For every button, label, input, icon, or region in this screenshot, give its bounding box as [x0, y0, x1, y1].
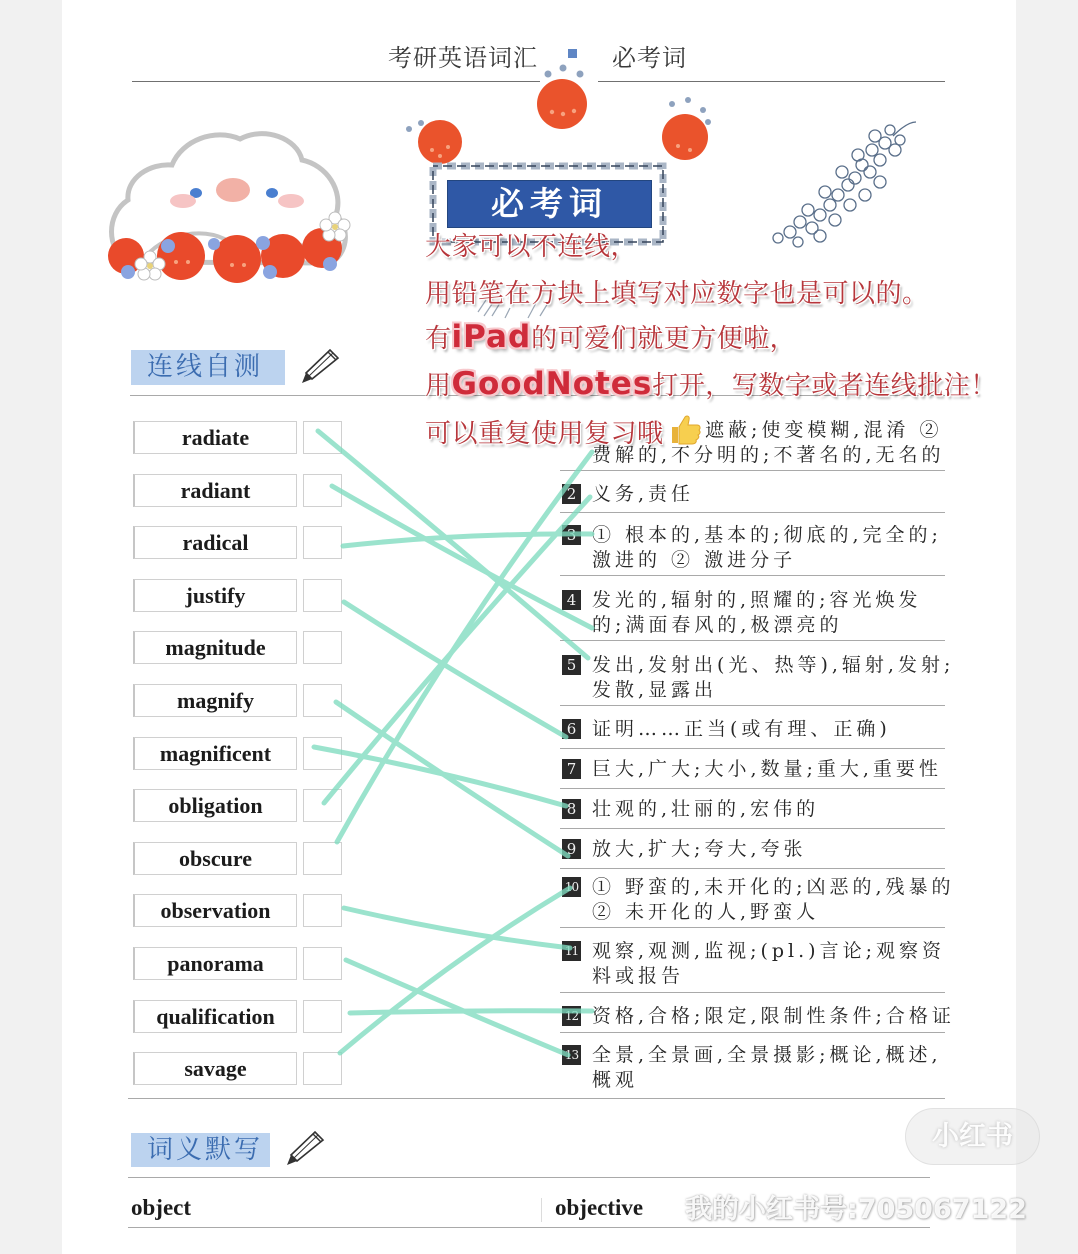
word-row	[0, 737, 360, 770]
definition-divider	[560, 470, 945, 471]
definition-text: 发光的,辐射的,照耀的;容光焕发	[592, 589, 922, 611]
answer-box	[303, 421, 342, 454]
overlay-note-line	[425, 365, 997, 402]
definition-text: ① 根本的,基本的;彻底的,完全的;	[592, 524, 942, 546]
word-row	[0, 579, 360, 612]
word-box: obscure	[133, 842, 297, 875]
dictation-section-label: 词义默写	[131, 1133, 270, 1167]
banner-title: 必考词	[447, 180, 652, 228]
answer-box	[303, 684, 342, 717]
definition-text: 费解的,不分明的;不著名的,无名的	[592, 444, 945, 466]
watermark-badge: 小红书	[905, 1108, 1040, 1165]
overlay-note-line	[425, 318, 796, 355]
definition-text: 资格,合格;限定,限制性条件;合格证	[592, 1005, 955, 1027]
strawberry-icon	[406, 120, 462, 164]
overlay-note-line: 大家可以不连线，	[425, 232, 638, 262]
thumbs-up-icon	[668, 413, 702, 445]
ipad-brand-text: iPad	[451, 319, 532, 355]
word-row	[0, 789, 360, 822]
watermark-account: 我的小红书号:705067122	[685, 1194, 1027, 1225]
word-box: savage	[133, 1052, 297, 1085]
number-marker: 9	[562, 839, 581, 859]
answer-box	[303, 842, 342, 875]
answer-box	[303, 631, 342, 664]
number-marker: 2	[562, 484, 581, 504]
word-box: magnitude	[133, 631, 297, 664]
word-box: radiate	[133, 421, 297, 454]
number-marker: 13	[562, 1045, 581, 1065]
definition-divider	[560, 828, 945, 829]
dictation-word: objective	[555, 1195, 644, 1220]
definition-divider	[560, 512, 945, 513]
answer-box	[303, 737, 342, 770]
word-row	[0, 947, 360, 980]
word-box: panorama	[133, 947, 297, 980]
number-marker: 7	[562, 759, 581, 779]
section-divider	[128, 1177, 930, 1178]
word-box: qualification	[133, 1000, 297, 1033]
word-box: magnify	[133, 684, 297, 717]
chapter-title: 必考词	[612, 44, 687, 72]
answer-box	[303, 789, 342, 822]
section-divider	[128, 1098, 945, 1099]
word-row	[0, 526, 360, 559]
word-box: observation	[133, 894, 297, 927]
definition-divider	[560, 788, 945, 789]
word-row	[0, 631, 360, 664]
word-box: obligation	[133, 789, 297, 822]
definition-divider	[560, 575, 945, 576]
number-marker: 5	[562, 655, 581, 675]
definition-text: ② 未开化的人,野蛮人	[592, 901, 820, 923]
goodnotes-brand-text: GoodNotes	[451, 366, 653, 402]
definition-divider	[560, 705, 945, 706]
pencil-icon	[298, 346, 342, 386]
grapes-sketch-illustration	[773, 122, 916, 247]
book-title: 考研英语词汇	[388, 44, 538, 72]
definition-text: 遮蔽;使变模糊,混淆 ②	[705, 419, 943, 441]
answer-box	[303, 894, 342, 927]
definition-text: 观察,观测,监视;(pl.)言论;观察资	[592, 940, 945, 962]
definition-text: 激进的 ② 激进分子	[592, 549, 797, 571]
definition-text: 的;满面春风的,极漂亮的	[592, 614, 843, 636]
matching-section-label: 连线自测	[131, 350, 285, 385]
definition-divider	[560, 1032, 945, 1033]
number-marker: 10	[562, 877, 581, 897]
word-row	[0, 1052, 360, 1085]
definition-divider	[560, 640, 945, 641]
definition-text: 发出,发射出(光、热等),辐射,发射;	[592, 654, 955, 676]
answer-box	[303, 579, 342, 612]
answer-box	[303, 947, 342, 980]
dictation-word: object	[131, 1195, 192, 1220]
word-row	[0, 474, 360, 507]
answer-box	[303, 526, 342, 559]
answer-box	[303, 1052, 342, 1085]
definition-text: 概观	[592, 1069, 639, 1091]
definition-text: 证明……正当(或有理、正确)	[592, 718, 891, 740]
definition-text: 放大,扩大;夸大,夸张	[592, 838, 807, 860]
number-marker: 8	[562, 799, 581, 819]
number-marker: 3	[562, 525, 581, 545]
definition-text: 义务,责任	[592, 483, 695, 505]
definition-divider	[560, 992, 945, 993]
word-row	[0, 1000, 360, 1033]
word-row	[0, 842, 360, 875]
definition-text: 壮观的,壮丽的,宏伟的	[592, 798, 820, 820]
word-box: radical	[133, 526, 297, 559]
strawberry-icon	[662, 97, 711, 160]
word-row	[0, 421, 360, 454]
strawberry-icon	[537, 49, 587, 129]
cloud-character-illustration	[108, 134, 350, 283]
definition-text: ① 野蛮的,未开化的;凶恶的,残暴的	[592, 876, 955, 898]
number-marker: 12	[562, 1006, 581, 1026]
definition-divider	[560, 927, 945, 928]
overlay-text: 打开，写数字或者连线批注！	[652, 371, 997, 401]
word-row	[0, 684, 360, 717]
number-marker: 4	[562, 590, 581, 610]
word-box: magnificent	[133, 737, 297, 770]
definition-text: 发散,显露出	[592, 679, 718, 701]
number-marker: 6	[562, 719, 581, 739]
word-box: radiant	[133, 474, 297, 507]
overlay-text: 有	[425, 324, 452, 354]
word-box: justify	[133, 579, 297, 612]
answer-box	[303, 1000, 342, 1033]
column-separator	[541, 1198, 542, 1222]
definition-divider	[560, 868, 945, 869]
definition-text: 料或报告	[592, 965, 685, 987]
number-marker: 11	[562, 941, 581, 961]
definition-text: 巨大,广大;大小,数量;重大,重要性	[592, 758, 942, 780]
row-divider	[128, 1227, 930, 1228]
definition-divider	[560, 748, 945, 749]
overlay-text: 的可爱们就更方便啦，	[531, 324, 797, 354]
word-row	[0, 894, 360, 927]
answer-box	[303, 474, 342, 507]
overlay-note-line: 可以重复使用复习哦	[425, 419, 664, 449]
overlay-note-line: 用铅笔在方块上填写对应数字也是可以的。	[425, 279, 929, 309]
pencil-icon	[283, 1128, 327, 1168]
overlay-text: 用	[425, 371, 452, 401]
definition-text: 全景,全景画,全景摄影;概论,概述,	[592, 1044, 942, 1066]
